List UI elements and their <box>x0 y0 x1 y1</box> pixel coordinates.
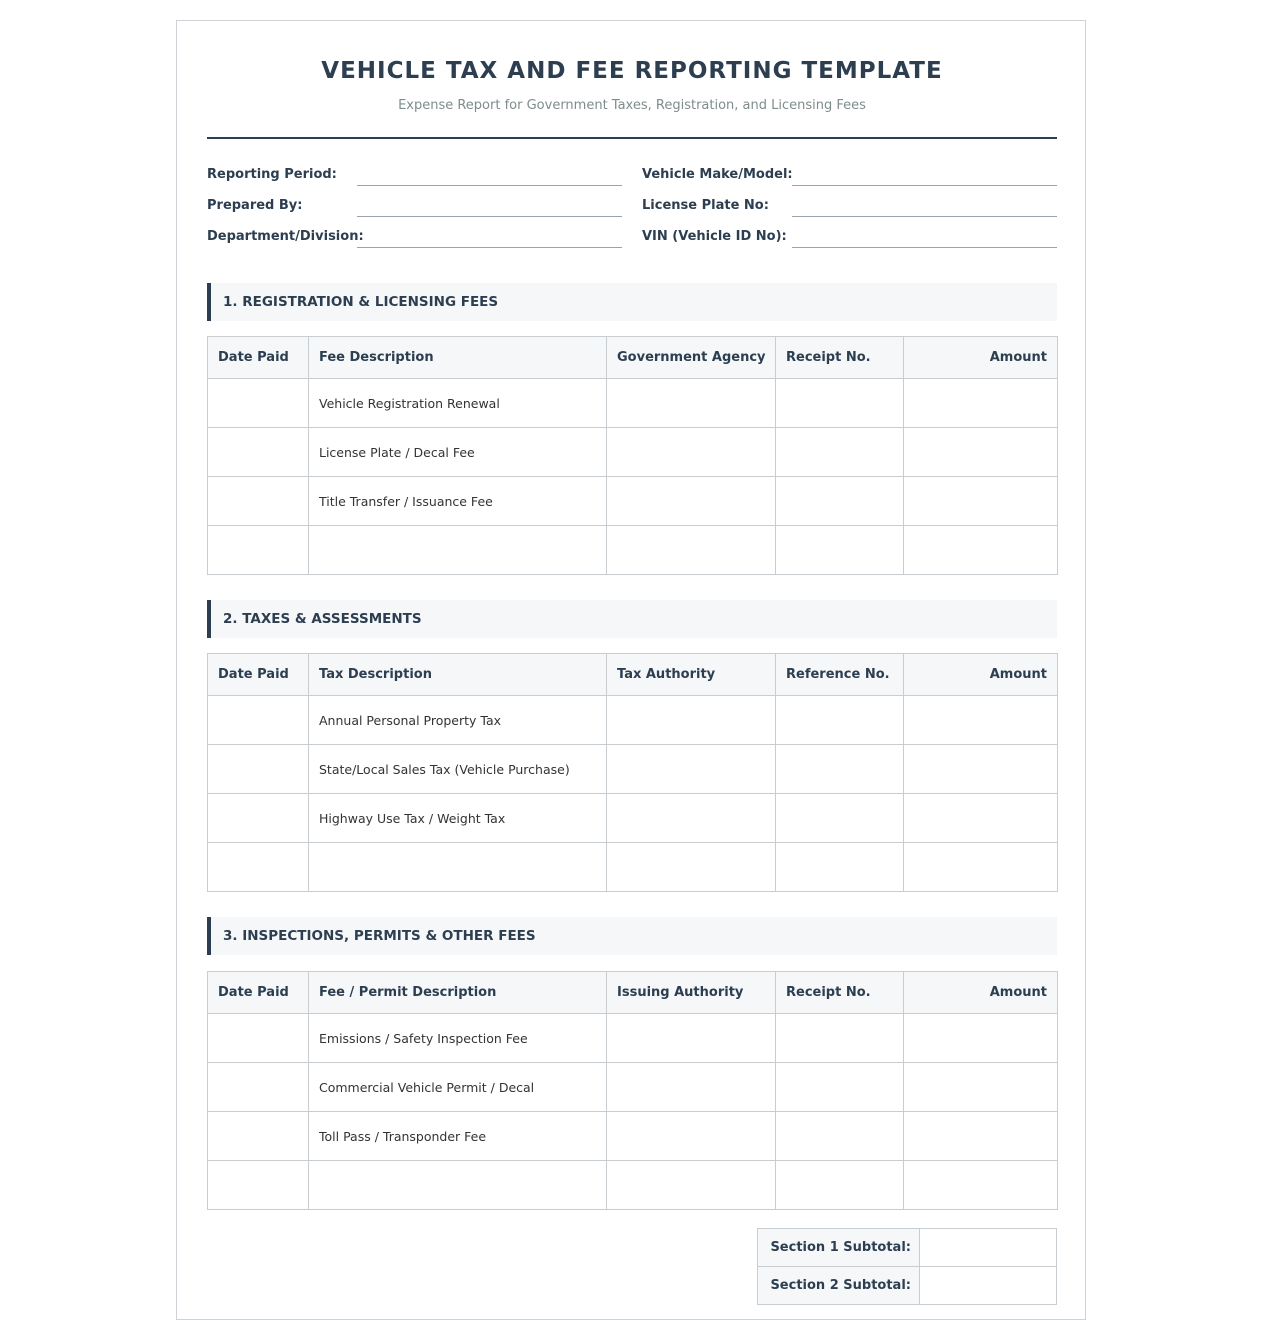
date-cell[interactable] <box>208 428 309 477</box>
info-row <box>207 192 1057 223</box>
description-cell[interactable]: Title Transfer / Issuance Fee <box>309 477 607 526</box>
description-cell[interactable]: Toll Pass / Transponder Fee <box>309 1112 607 1161</box>
section-3-title: 3. INSPECTIONS, PERMITS & OTHER FEES <box>223 928 536 944</box>
table-header-row <box>208 972 1058 1014</box>
amount-cell[interactable] <box>904 428 1058 477</box>
authority-cell[interactable] <box>607 1014 776 1063</box>
col-date-paid: Date Paid <box>208 654 309 696</box>
col-description: Fee Description <box>309 337 607 379</box>
totals-table <box>757 1228 1057 1305</box>
section-2-title: 2. TAXES & ASSESSMENTS <box>223 611 422 627</box>
date-cell[interactable] <box>208 1014 309 1063</box>
description-cell[interactable] <box>309 526 607 575</box>
info-row <box>207 223 1057 254</box>
reference-cell[interactable] <box>776 794 904 843</box>
col-amount: Amount <box>904 654 1058 696</box>
table-row <box>208 1014 1058 1063</box>
col-date-paid: Date Paid <box>208 337 309 379</box>
registration-fees-table <box>207 336 1058 575</box>
section-1-subtotal-label: Section 1 Subtotal: <box>758 1229 920 1267</box>
authority-cell[interactable] <box>607 1112 776 1161</box>
prepared-by-field[interactable] <box>357 216 622 217</box>
date-cell[interactable] <box>208 1112 309 1161</box>
col-description: Fee / Permit Description <box>309 972 607 1014</box>
report-sheet <box>176 20 1086 1320</box>
table-header-row <box>208 337 1058 379</box>
info-row <box>207 161 1057 192</box>
col-authority: Tax Authority <box>607 654 776 696</box>
authority-cell[interactable] <box>607 794 776 843</box>
receipt-cell[interactable] <box>776 1014 904 1063</box>
vin-field[interactable] <box>792 247 1057 248</box>
authority-cell[interactable] <box>607 843 776 892</box>
col-receipt: Receipt No. <box>776 972 904 1014</box>
section-2-header <box>207 600 1057 638</box>
date-cell[interactable] <box>208 1161 309 1210</box>
section-1-title: 1. REGISTRATION & LICENSING FEES <box>223 294 499 310</box>
department-label: Department/Division: <box>207 229 364 244</box>
col-receipt: Receipt No. <box>776 337 904 379</box>
description-cell[interactable]: Highway Use Tax / Weight Tax <box>309 794 607 843</box>
date-cell[interactable] <box>208 526 309 575</box>
col-reference: Reference No. <box>776 654 904 696</box>
page-title: VEHICLE TAX AND FEE REPORTING TEMPLATE <box>321 58 943 84</box>
taxes-assessments-table <box>207 653 1058 892</box>
amount-cell[interactable] <box>904 1063 1058 1112</box>
description-cell[interactable]: State/Local Sales Tax (Vehicle Purchase) <box>309 745 607 794</box>
agency-cell[interactable] <box>607 477 776 526</box>
description-cell[interactable]: License Plate / Decal Fee <box>309 428 607 477</box>
inspections-permits-table <box>207 971 1058 1210</box>
amount-cell[interactable] <box>904 745 1058 794</box>
department-field[interactable] <box>357 247 622 248</box>
table-row <box>208 745 1058 794</box>
receipt-cell[interactable] <box>776 477 904 526</box>
license-plate-label: License Plate No: <box>642 198 769 213</box>
section-1-header <box>207 283 1057 321</box>
table-header-row <box>208 654 1058 696</box>
table-row <box>208 428 1058 477</box>
amount-cell[interactable] <box>904 477 1058 526</box>
date-cell[interactable] <box>208 696 309 745</box>
amount-cell[interactable] <box>904 1161 1058 1210</box>
description-cell[interactable]: Commercial Vehicle Permit / Decal <box>309 1063 607 1112</box>
amount-cell[interactable] <box>904 843 1058 892</box>
reporting-period-field[interactable] <box>357 185 622 186</box>
authority-cell[interactable] <box>607 1161 776 1210</box>
table-row <box>208 1161 1058 1210</box>
date-cell[interactable] <box>208 379 309 428</box>
license-plate-field[interactable] <box>792 216 1057 217</box>
table-row <box>208 1112 1058 1161</box>
col-description: Tax Description <box>309 654 607 696</box>
description-cell[interactable] <box>309 1161 607 1210</box>
date-cell[interactable] <box>208 477 309 526</box>
vehicle-make-model-label: Vehicle Make/Model: <box>642 167 793 182</box>
receipt-cell[interactable] <box>776 1112 904 1161</box>
reporting-period-label: Reporting Period: <box>207 167 337 182</box>
agency-cell[interactable] <box>607 526 776 575</box>
authority-cell[interactable] <box>607 1063 776 1112</box>
section-2-subtotal-value[interactable] <box>920 1267 1057 1305</box>
date-cell[interactable] <box>208 745 309 794</box>
amount-cell[interactable] <box>904 1112 1058 1161</box>
description-cell[interactable]: Emissions / Safety Inspection Fee <box>309 1014 607 1063</box>
agency-cell[interactable] <box>607 379 776 428</box>
amount-cell[interactable] <box>904 526 1058 575</box>
table-row <box>208 379 1058 428</box>
amount-cell[interactable] <box>904 696 1058 745</box>
section-3-header <box>207 917 1057 955</box>
receipt-cell[interactable] <box>776 379 904 428</box>
receipt-cell[interactable] <box>776 1161 904 1210</box>
subtotal-row <box>758 1229 1057 1267</box>
col-authority: Issuing Authority <box>607 972 776 1014</box>
amount-cell[interactable] <box>904 379 1058 428</box>
prepared-by-label: Prepared By: <box>207 198 303 213</box>
amount-cell[interactable] <box>904 794 1058 843</box>
reference-cell[interactable] <box>776 696 904 745</box>
date-cell[interactable] <box>208 1063 309 1112</box>
title-divider <box>207 137 1057 139</box>
date-cell[interactable] <box>208 794 309 843</box>
col-date-paid: Date Paid <box>208 972 309 1014</box>
vehicle-make-model-field[interactable] <box>792 185 1057 186</box>
date-cell[interactable] <box>208 843 309 892</box>
table-row <box>208 1063 1058 1112</box>
receipt-cell[interactable] <box>776 526 904 575</box>
table-row <box>208 477 1058 526</box>
section-1-subtotal-value[interactable] <box>920 1229 1057 1267</box>
receipt-cell[interactable] <box>776 1063 904 1112</box>
reference-cell[interactable] <box>776 745 904 794</box>
col-amount: Amount <box>904 337 1058 379</box>
vin-label: VIN (Vehicle ID No): <box>642 229 787 244</box>
authority-cell[interactable] <box>607 745 776 794</box>
amount-cell[interactable] <box>904 1014 1058 1063</box>
page-subtitle: Expense Report for Government Taxes, Registration, and Licensing Fees <box>398 98 866 113</box>
table-row <box>208 526 1058 575</box>
description-cell[interactable] <box>309 843 607 892</box>
agency-cell[interactable] <box>607 428 776 477</box>
col-amount: Amount <box>904 972 1058 1014</box>
section-2-subtotal-label: Section 2 Subtotal: <box>758 1267 920 1305</box>
receipt-cell[interactable] <box>776 428 904 477</box>
subtotal-row <box>758 1267 1057 1305</box>
col-agency: Government Agency <box>607 337 776 379</box>
table-row <box>208 794 1058 843</box>
authority-cell[interactable] <box>607 696 776 745</box>
table-row <box>208 696 1058 745</box>
table-row <box>208 843 1058 892</box>
description-cell[interactable]: Annual Personal Property Tax <box>309 696 607 745</box>
description-cell[interactable]: Vehicle Registration Renewal <box>309 379 607 428</box>
reference-cell[interactable] <box>776 843 904 892</box>
